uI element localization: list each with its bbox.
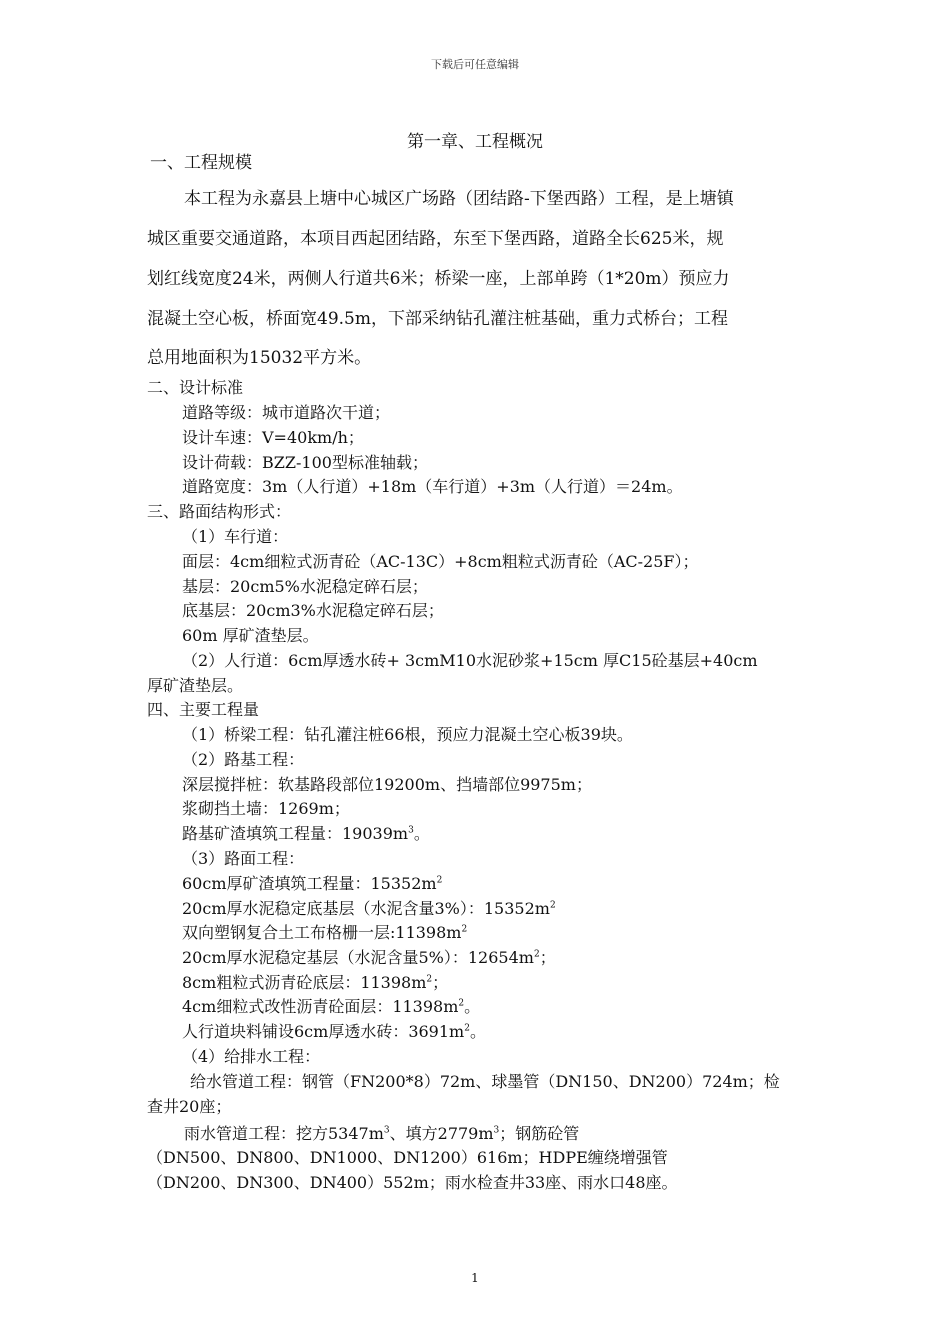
list-item: 4cm细粒式改性沥青砼面层：$11398m^2$。 xyxy=(182,997,481,1016)
list-item: 设计荷载：BZZ-100型标准轴载； xyxy=(182,453,428,472)
list-item: 20cm厚水泥稳定基层（水泥含量5%）：$12654m^2$； xyxy=(182,948,556,967)
list-item: （2）路基工程： xyxy=(182,750,305,769)
list-item: 60m 厚矿渣垫层。 xyxy=(182,626,319,645)
page-header: 下载后可任意编辑 xyxy=(431,58,519,71)
list-item: 设计车速：V=40km/h； xyxy=(182,428,364,447)
list-item: （1）车行道： xyxy=(182,527,289,546)
list-item: （DN200、DN300、DN400）552m；雨水检查井33座、雨水口48座。 xyxy=(147,1173,678,1192)
list-item: 厚矿渣垫层。 xyxy=(147,676,244,695)
section-heading-standard: 二、设计标准 xyxy=(147,378,244,397)
paragraph-line: 本工程为永嘉县上塘中心城区广场路（团结路-下堡西路）工程，是上塘镇 xyxy=(184,189,734,209)
paragraph-line: 总用地面积为15032平方米。 xyxy=(147,348,372,368)
list-item: 雨水管道工程：挖方$5347m^3$、填方$2779m^3$；钢筋砼管 xyxy=(184,1124,580,1143)
section-heading-pavement: 三、路面结构形式： xyxy=(147,502,292,521)
paragraph-line: 混凝土空心板，桥面宽49.5m，下部采纳钻孔灌注桩基础，重力式桥台；工程 xyxy=(147,309,728,329)
list-item: 路基矿渣填筑工程量：$19039m^3$。 xyxy=(182,824,430,843)
list-item: 道路等级：城市道路次干道； xyxy=(182,403,391,422)
list-item: 人行道块料铺设6cm厚透水砖：$3691m^2$。 xyxy=(182,1022,486,1041)
list-item: （3）路面工程： xyxy=(182,849,305,868)
list-item: 双向塑钢复合土工布格栅一层$:11398m^2$ xyxy=(182,923,468,942)
list-item: 底基层：20cm3%水泥稳定碎石层； xyxy=(182,601,444,620)
list-item: 道路宽度：3m（人行道）+18m（车行道）+3m（人行道）＝24m。 xyxy=(182,477,683,496)
list-item: （2）人行道：6cm厚透水砖+ 3cmM10水泥砂浆+15cm 厚C15砼基层+40cm xyxy=(182,651,758,670)
chapter-title: 第一章、工程概况 xyxy=(407,132,543,152)
list-item: （1）桥梁工程：钻孔灌注桩66根，预应力混凝土空心板39块。 xyxy=(182,725,633,744)
list-item: 60cm厚矿渣填筑工程量：$15352m^2$ xyxy=(182,874,443,893)
paragraph-line: 划红线宽度24米，两侧人行道共6米；桥梁一座，上部单跨（1*20m）预应力 xyxy=(147,269,730,289)
list-item: 20cm厚水泥稳定底基层（水泥含量3%）：$15352m^2$ xyxy=(182,899,556,918)
list-item: 8cm粗粒式沥青砼底层：$11398m^2$； xyxy=(182,973,449,992)
list-item: （4）给排水工程： xyxy=(182,1047,321,1066)
page-number: 1 xyxy=(471,1271,479,1285)
paragraph-line: 城区重要交通道路，本项目西起团结路，东至下堡西路，道路全长625米，规 xyxy=(147,229,724,249)
section-heading-quantities: 四、主要工程量 xyxy=(147,700,260,719)
list-item: 基层：20cm5%水泥稳定碎石层； xyxy=(182,577,428,596)
list-item: 深层搅拌桩：软基路段部位19200m、挡墙部位9975m； xyxy=(182,775,592,794)
list-item: 浆砌挡土墙：1269m； xyxy=(182,799,350,818)
list-item: 查井20座； xyxy=(147,1097,232,1116)
list-item: 给水管道工程：钢管（FN200*8）72m、球墨管（DN150、DN200）724m；检 xyxy=(190,1072,780,1091)
list-item: 面层：4cm细粒式沥青砼（AC-13C）+8cm粗粒式沥青砼（AC-25F）； xyxy=(182,552,699,571)
section-heading-scale: 一、工程规模 xyxy=(150,153,252,173)
list-item: （DN500、DN800、DN1000、DN1200）616m；HDPE缠绕增强管 xyxy=(147,1148,668,1167)
